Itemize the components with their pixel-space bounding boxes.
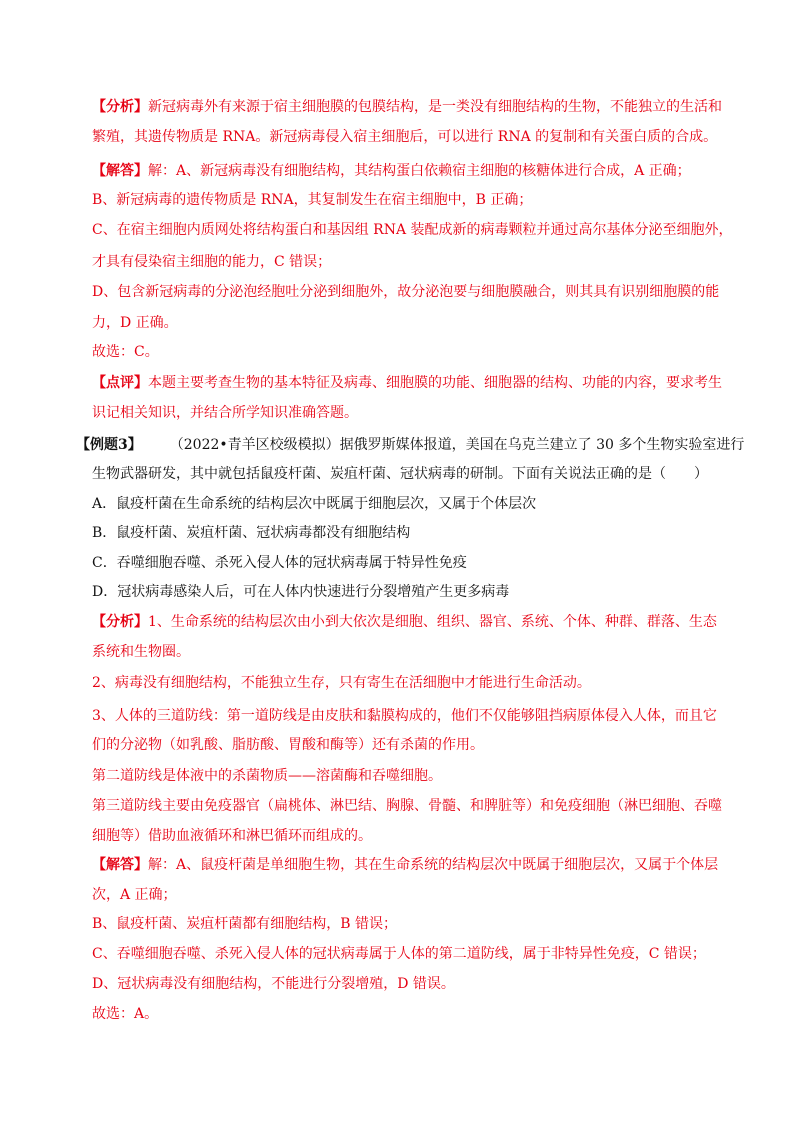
answer-1-conclusion: 故选：C。: [92, 344, 159, 360]
comment-tag: 【点评】: [92, 375, 148, 391]
option-d: D．冠状病毒感染人后，可在人体内快速进行分裂增殖产生更多病毒: [92, 584, 510, 600]
example-3-title: 【例题3】 （2022•青羊区校级模拟）据俄罗斯媒体报道，美国在乌克兰建立了 30 多个生物实验室进行: [76, 437, 745, 453]
answer-1-line-2: B、新冠病毒的遗传物质是 RNA，其复制发生在宿主细胞中，B 正确；: [92, 192, 533, 208]
answer-3-conclusion: 故选：A。: [92, 1006, 159, 1022]
analysis-3-line-2: 系统和生物圈。: [92, 644, 190, 660]
analysis-3-line-4: 3、人体的三道防线：第一道防线是由皮肤和黏膜构成的，他们不仅能够阻挡病原体侵入人体，而且它: [92, 708, 717, 724]
answer-3-line-1: 【解答】解：A、鼠疫杆菌是单细胞生物，其在生命系统的结构层次中既属于细胞层次，又属于个体层: [92, 857, 719, 873]
answer-3-line-5: D、冠状病毒没有细胞结构，不能进行分裂增殖，D 错误。: [92, 976, 455, 992]
analysis-tag: 【分析】: [92, 99, 148, 115]
answer-1-line-4: 才具有侵染宿主细胞的能力，C 错误；: [92, 254, 332, 270]
analysis-3-tag: 【分析】: [92, 614, 148, 630]
analysis-3-line-1: 【分析】1、生命系统的结构层次由小到大依次是细胞、组织、器官、系统、个体、种群、群落、生态: [92, 614, 717, 630]
answer-1-line-3: C、在宿主细胞内质网处将结构蛋白和基因组 RNA 装配成新的病毒颗粒并通过高尔基体分泌至细胞外，: [92, 222, 733, 238]
answer-3-line-4: C、吞噬细胞吞噬、杀死入侵人体的冠状病毒属于人体的第二道防线，属于非特异性免疫，C 错误；: [92, 946, 706, 962]
answer-1-line-5: D、包含新冠病毒的分泌泡经胞吐分泌到细胞外，故分泌泡要与细胞膜融合，则其具有识别细胞膜的能: [92, 284, 720, 300]
analysis-1-line-1: 【分析】新冠病毒外有来源于宿主细胞膜的包膜结构，是一类没有细胞结构的生物，不能独立的生活和: [92, 99, 722, 115]
answer-1-line-6: 力，D 正确。: [92, 315, 178, 331]
analysis-1-line-2: 繁殖，其遗传物质是 RNA。新冠病毒侵入宿主细胞后，可以进行 RNA 的复制和有关蛋白质的合成。: [92, 129, 718, 145]
analysis-3-line-8: 细胞等）借助血液循环和淋巴循环而组成的。: [92, 828, 372, 844]
analysis-3-line-5: 们的分泌物（如乳酸、脂肪酸、胃酸和酶等）还有杀菌的作用。: [92, 737, 484, 753]
analysis-3-line-7: 第三道防线主要由免疫器官（扁桃体、淋巴结、胸腺、骨髓、和脾脏等）和免疫细胞（淋巴细胞、吞噬: [92, 798, 722, 814]
analysis-3-line-6: 第二道防线是体液中的杀菌物质——溶菌酶和吞噬细胞。: [92, 768, 442, 784]
analysis-3-line-3: 2、病毒没有细胞结构，不能独立生存，只有寄生在活细胞中才能进行生命活动。: [92, 675, 591, 691]
answer-tag: 【解答】: [92, 163, 148, 179]
option-a: A．鼠疫杆菌在生命系统的结构层次中既属于细胞层次，又属于个体层次: [92, 496, 537, 512]
answer-3-line-3: B、鼠疫杆菌、炭疽杆菌都有细胞结构，B 错误；: [92, 916, 398, 932]
example-3-tag: 【例题3】: [76, 437, 142, 453]
answer-3-line-2: 次，A 正确；: [92, 887, 177, 903]
comment-1-line-1: 【点评】本题主要考查生物的基本特征及病毒、细胞膜的功能、细胞器的结构、功能的内容，要求考生: [92, 375, 722, 391]
example-3-stem-line-2: 生物武器研发，其中就包括鼠疫杆菌、炭疽杆菌、冠状病毒的研制。下面有关说法正确的是（ ）: [92, 466, 708, 482]
comment-1-line-2: 识记相关知识，并结合所学知识准确答题。: [92, 405, 358, 421]
answer-3-tag: 【解答】: [92, 857, 148, 873]
answer-1-line-1: 【解答】解：A、新冠病毒没有细胞结构，其结构蛋白依赖宿主细胞的核糖体进行合成，A 正确；: [92, 163, 691, 179]
option-b: B．鼠疫杆菌、炭疽杆菌、冠状病毒都没有细胞结构: [92, 525, 411, 541]
option-c: C．吞噬细胞吞噬、杀死入侵人体的冠状病毒属于特异性免疫: [92, 555, 467, 571]
